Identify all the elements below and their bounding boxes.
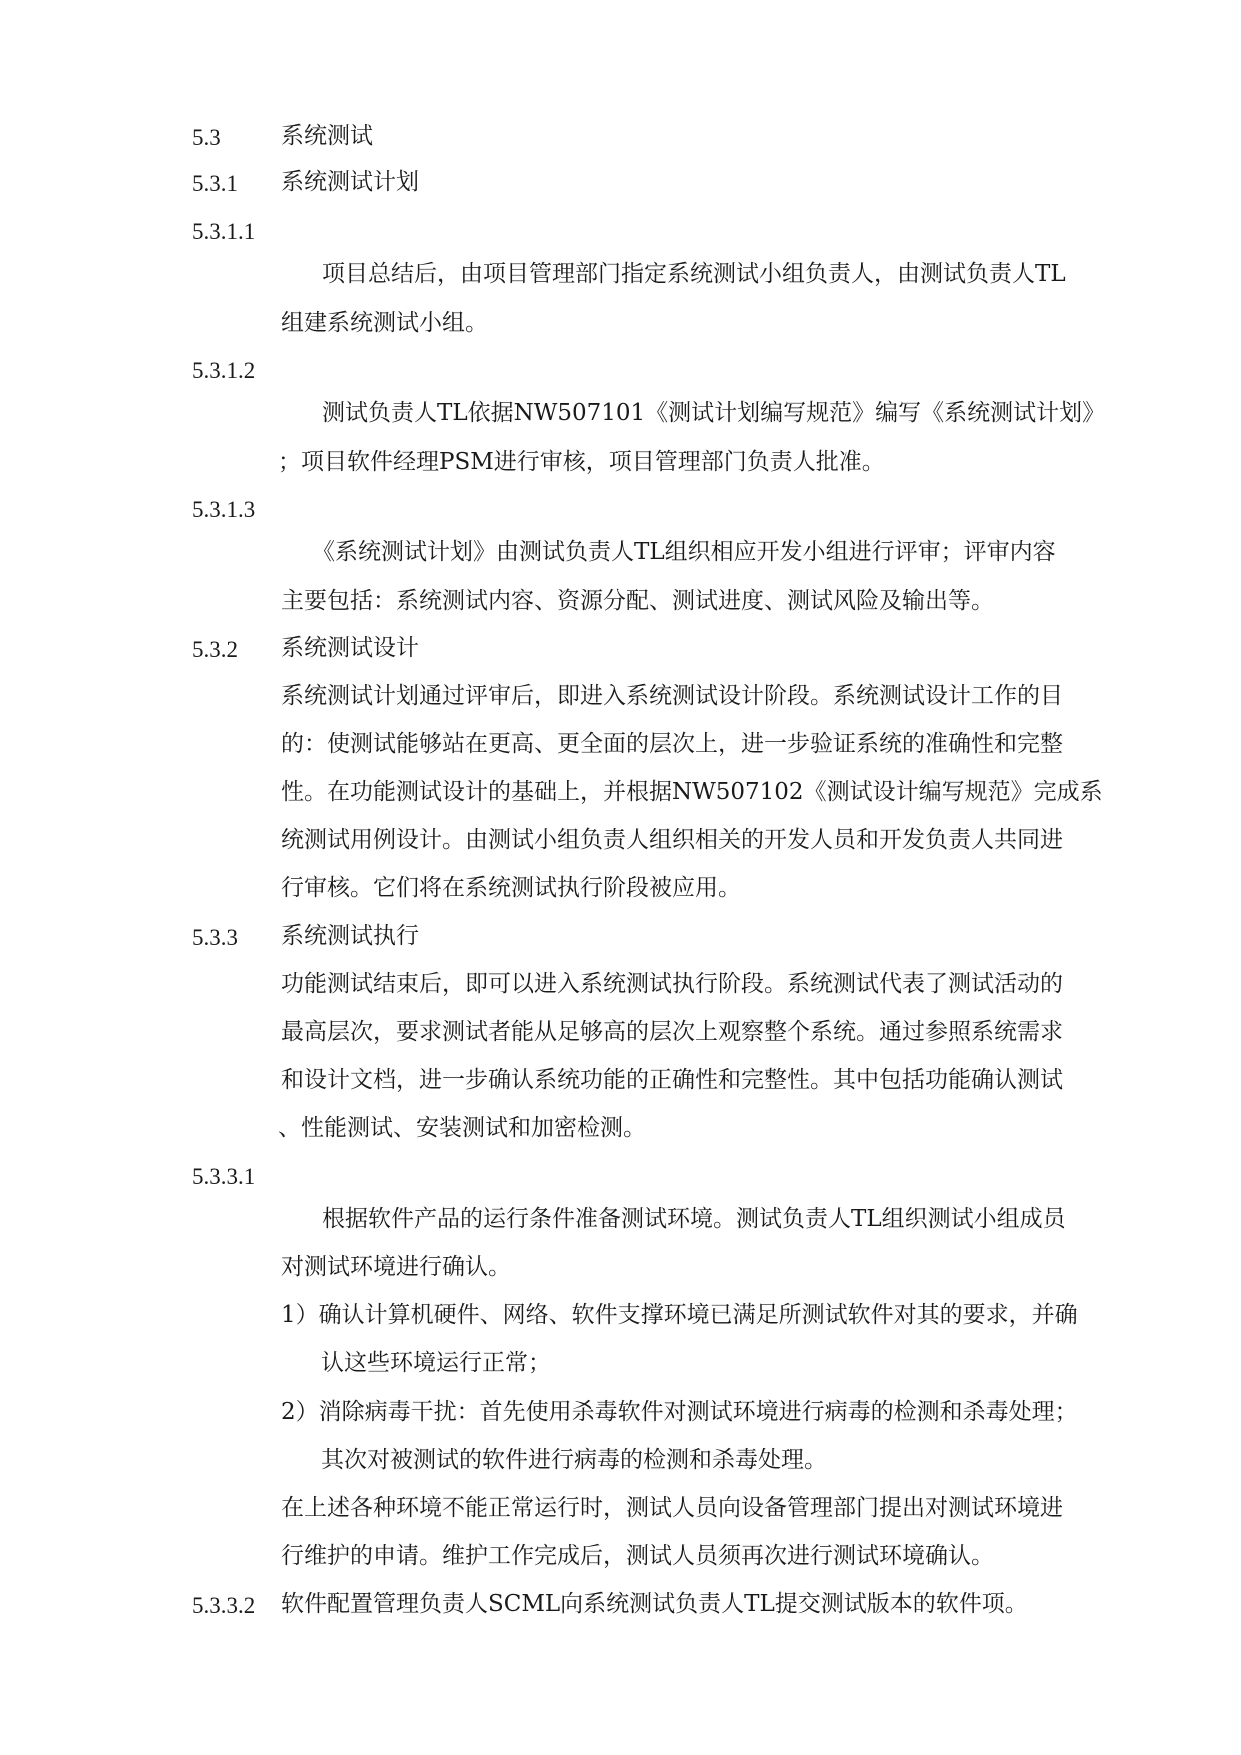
list-item-line: 认这些环境运行正常； [321,1350,551,1376]
section-title: 系统测试执行 [281,923,419,949]
paragraph-line: 统测试用例设计。由测试小组负责人组织相关的开发人员和开发负责人共同进 [281,827,1063,853]
section-number: 5.3.1 [192,171,238,196]
section-number: 5.3.2 [192,637,238,662]
paragraph-line: 在上述各种环境不能正常运行时，测试人员向设备管理部门提出对测试环境进 [281,1495,1063,1521]
section-title: 系统测试设计 [281,635,419,661]
paragraph-line: 行审核。它们将在系统测试执行阶段被应用。 [281,875,741,901]
list-item-line: 2）消除病毒干扰：首先使用杀毒软件对测试环境进行病毒的检测和杀毒处理； [281,1399,1078,1425]
paragraph-line: ；项目软件经理PSM进行审核，项目管理部门负责人批准。 [278,449,885,475]
paragraph-line: 对测试环境进行确认。 [281,1254,511,1280]
paragraph-line: 主要包括：系统测试内容、资源分配、测试进度、测试风险及输出等。 [281,588,994,614]
paragraph-line: 系统测试计划通过评审后，即进入系统测试设计阶段。系统测试设计工作的目 [281,683,1063,709]
section-number: 5.3 [192,125,221,150]
section-number: 5.3.3.2 [192,1593,256,1618]
paragraph-line: 行维护的申请。维护工作完成后，测试人员须再次进行测试环境确认。 [281,1543,994,1569]
section-title: 系统测试 [281,123,373,149]
section-number: 5.3.1.1 [192,219,256,244]
paragraph-line: 和设计文档，进一步确认系统功能的正确性和完整性。其中包括功能确认测试 [281,1067,1063,1093]
section-title: 系统测试计划 [281,169,419,195]
list-item-line: 其次对被测试的软件进行病毒的检测和杀毒处理。 [321,1447,827,1473]
paragraph-line: 项目总结后，由项目管理部门指定系统测试小组负责人，由测试负责人TL [322,261,1066,287]
paragraph-line: 《系统测试计划》由测试负责人TL组织相应开发小组进行评审；评审内容 [312,539,1056,565]
paragraph-line: 的：使测试能够站在更高、更全面的层次上，进一步验证系统的准确性和完整 [281,731,1063,757]
paragraph-line: 最高层次，要求测试者能从足够高的层次上观察整个系统。通过参照系统需求 [281,1019,1063,1045]
paragraph-line: 组建系统测试小组。 [281,310,488,336]
section-number: 5.3.1.3 [192,497,256,522]
section-number: 5.3.1.2 [192,358,256,383]
paragraph-line: 、性能测试、安装测试和加密检测。 [278,1115,646,1141]
list-item-line: 1）确认计算机硬件、网络、软件支撑环境已满足所测试软件对其的要求，并确 [281,1302,1078,1328]
paragraph-line: 功能测试结束后，即可以进入系统测试执行阶段。系统测试代表了测试活动的 [281,971,1063,997]
paragraph-line: 软件配置管理负责人SCML向系统测试负责人TL提交测试版本的软件项。 [281,1591,1028,1617]
section-number: 5.3.3.1 [192,1164,256,1189]
paragraph-line: 性。在功能测试设计的基础上，并根据NW507102《测试设计编写规范》完成系 [281,779,1103,805]
section-number: 5.3.3 [192,925,238,950]
paragraph-line: 根据软件产品的运行条件准备测试环境。测试负责人TL组织测试小组成员 [322,1206,1066,1232]
paragraph-line: 测试负责人TL依据NW507101《测试计划编写规范》编写《系统测试计划》 [322,400,1106,426]
